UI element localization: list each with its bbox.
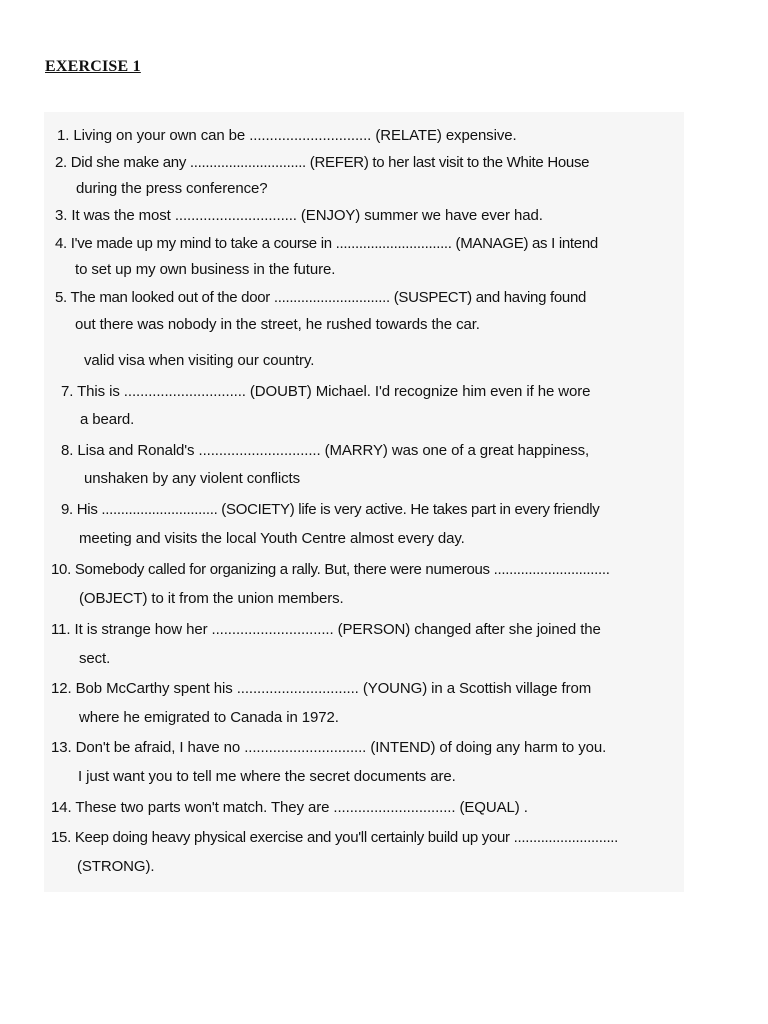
exercise-item-11-continued: sect. bbox=[79, 650, 111, 667]
exercise-item-9-continued: meeting and visits the local Youth Centre almost every day. bbox=[79, 530, 465, 547]
exercise-item-3: 3. It was the most .............................. (ENJOY) summer we have ever had. bbox=[55, 207, 543, 224]
exercise-item-4: 4. I've made up my mind to take a course in .............................. (MANAGE) as I intend bbox=[55, 235, 598, 252]
exercise-item-14: 14. These two parts won't match. They are .............................. (EQUAL) . bbox=[51, 799, 528, 816]
exercise-item-8: 8. Lisa and Ronald's .............................. (MARRY) was one of a great happiness, bbox=[61, 442, 590, 459]
page-title: EXERCISE 1 bbox=[45, 58, 141, 75]
exercise-item-7: 7. This is .............................. (DOUBT) Michael. I'd recognize him even if he wore bbox=[61, 383, 591, 400]
exercise-item-10: 10. Somebody called for organizing a rally. But, there were numerous .............................. bbox=[51, 561, 610, 578]
exercise-item-6-fragment: valid visa when visiting our country. bbox=[84, 352, 315, 369]
exercise-item-5: 5. The man looked out of the door .............................. (SUSPECT) and having found bbox=[55, 289, 587, 306]
exercise-item-9: 9. His .............................. (SOCIETY) life is very active. He takes part in every friendly bbox=[61, 501, 600, 518]
exercise-item-13: 13. Don't be afraid, I have no .............................. (INTEND) of doing any harm to you. bbox=[51, 739, 607, 756]
exercise-item-13-continued: I just want you to tell me where the secret documents are. bbox=[78, 768, 456, 785]
exercise-item-2: 2. Did she make any .............................. (REFER) to her last visit to the White House bbox=[55, 154, 590, 171]
exercise-item-12: 12. Bob McCarthy spent his .............................. (YOUNG) in a Scottish village from bbox=[51, 680, 592, 697]
exercise-item-15-continued: (STRONG). bbox=[77, 858, 155, 875]
exercise-item-7-continued: a beard. bbox=[80, 411, 135, 428]
exercise-item-10-continued: (OBJECT) to it from the union members. bbox=[79, 590, 344, 607]
exercise-item-15: 15. Keep doing heavy physical exercise and you'll certainly build up your ........................... bbox=[51, 829, 619, 846]
exercise-item-1: 1. Living on your own can be .............................. (RELATE) expensive. bbox=[57, 127, 517, 144]
exercise-item-11: 11. It is strange how her .............................. (PERSON) changed after she joined the bbox=[51, 621, 601, 638]
exercise-item-5-continued: out there was nobody in the street, he rushed towards the car. bbox=[75, 316, 480, 333]
exercise-item-4-continued: to set up my own business in the future. bbox=[75, 261, 336, 278]
exercise-item-8-continued: unshaken by any violent conflicts bbox=[84, 470, 300, 487]
exercise-item-12-continued: where he emigrated to Canada in 1972. bbox=[79, 709, 339, 726]
exercise-item-2-continued: during the press conference? bbox=[76, 180, 268, 197]
